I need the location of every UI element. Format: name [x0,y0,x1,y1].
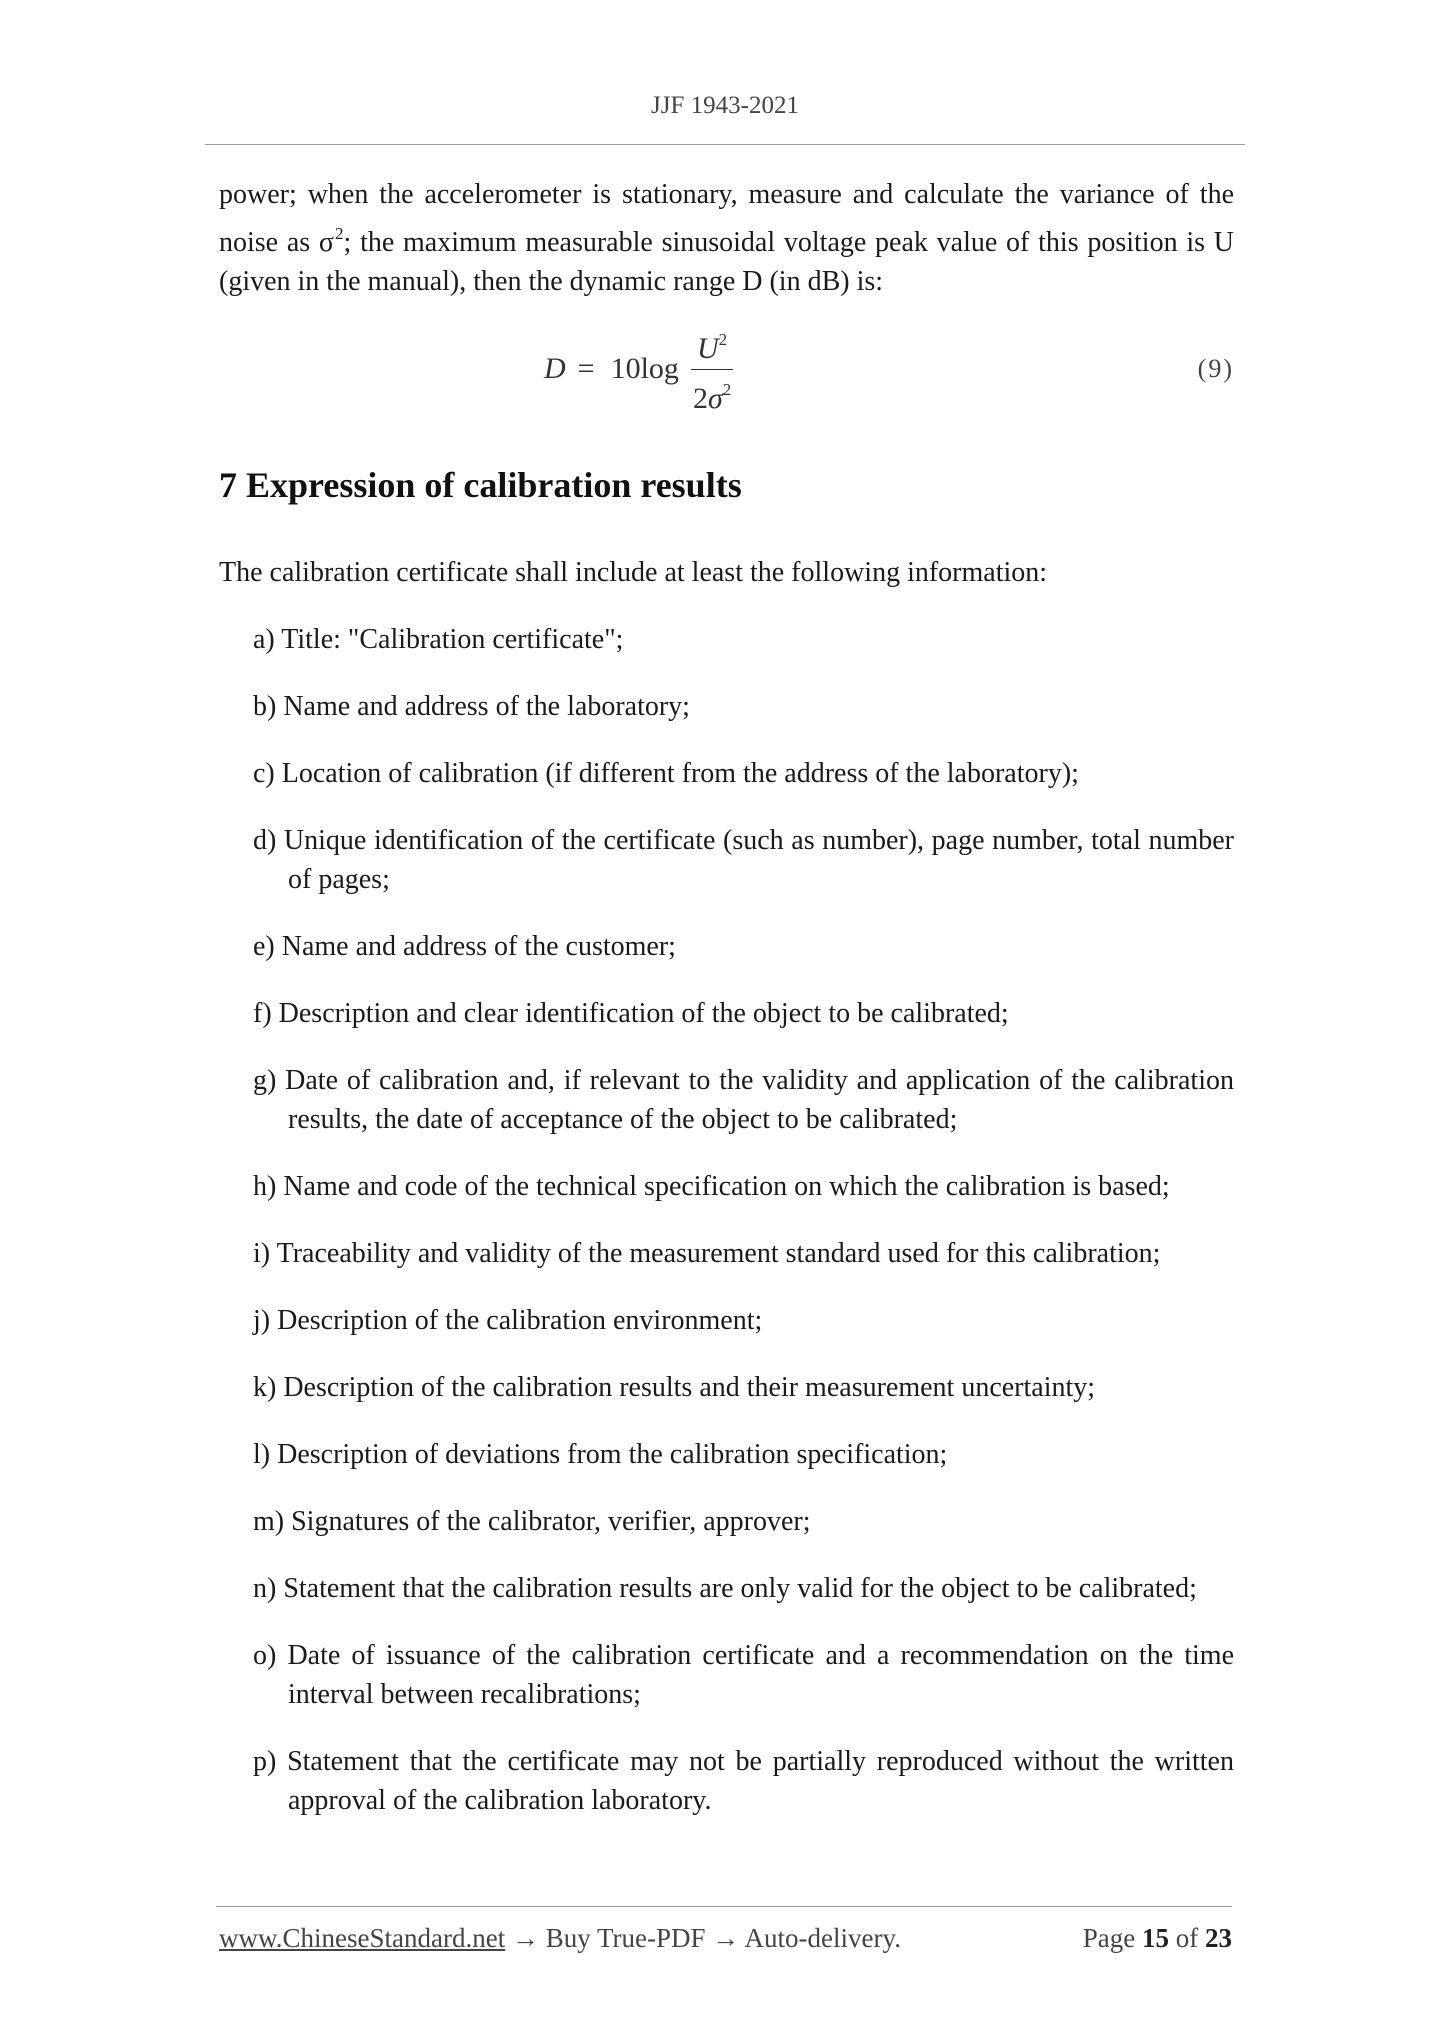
formula-lhs: D [544,352,566,385]
list-item: f) Description and clear identification of the object to be calibrated; [253,998,1009,1029]
list-item: i) Traceability and validity of the measurement standard used for this calibration; [253,1238,1161,1269]
dynamic-range-formula [219,317,1234,421]
numerator-exponent: 2 [718,329,728,349]
formula-fraction [687,324,737,415]
list-item: p) Statement that the certificate may not be partially reproduced without the written approval of the calibration laboratory. [253,1746,1234,1816]
list-item: j) Description of the calibration environment; [253,1305,763,1336]
buy-text: Buy True-PDF [545,1923,706,1953]
list-item: c) Location of calibration (if different from the address of the laboratory); [253,758,1079,789]
list-item: n) Statement that the calibration results are only valid for the object to be calibrated; [253,1573,1197,1604]
certificate-info-list [219,620,1234,1820]
footer-divider [216,1906,1232,1907]
page-indicator [1083,1923,1232,1954]
delivery-text: Auto-delivery. [744,1923,901,1953]
equation-number: (9) [1197,354,1234,383]
header-divider [205,144,1245,145]
page-content [219,175,1234,1848]
list-item: e) Name and address of the customer; [253,931,676,962]
intro-paragraph [219,175,1234,301]
formula-expression [544,317,737,421]
formula-numerator [691,324,733,370]
denominator-exponent: 2 [722,379,732,399]
website-link[interactable]: www.ChineseStandard.net [219,1923,506,1953]
list-item: h) Name and code of the technical specification on which the calibration is based; [253,1171,1170,1202]
page-label: Page [1082,1923,1136,1953]
list-item: b) Name and address of the laboratory; [253,691,690,722]
formula-equals: = [577,352,595,385]
formula-denominator [687,370,737,415]
list-item: a) Title: "Calibration certificate"; [253,624,624,655]
page-total: 23 [1205,1923,1232,1953]
section-intro: The calibration certificate shall include at least the following information: [219,557,1048,588]
list-item: d) Unique identification of the certificate (such as number), page number, total number of pages; [253,825,1234,895]
intro-text-part-2: ; the maximum measurable sinusoidal voltage peak value of this position is U (given in the manual), then the dynamic range D (in dB) is: [219,227,1234,297]
numerator-var: U [697,331,719,365]
list-item: l) Description of deviations from the calibration specification; [253,1439,948,1470]
section-title: 7 Expression of calibration results [219,465,742,505]
sigma-exponent: 2 [335,224,344,243]
list-item: m) Signatures of the calibrator, verifier, approver; [253,1506,811,1537]
page-current: 15 [1142,1923,1169,1953]
arrow-right-icon: → [511,1923,539,1953]
doc-code: JJF 1943-2021 [651,92,799,119]
denominator-var: σ [707,381,723,415]
arrow-right-icon: → [712,1923,740,1953]
page-header [205,92,1245,120]
footer-promo [219,1923,901,1954]
denominator-coef: 2 [692,381,708,415]
list-item: k) Description of the calibration results and their measurement uncertainty; [253,1372,1096,1403]
page-of: of [1175,1923,1199,1953]
intro-text-part-1: power; when the accelerometer is stationary, measure and calculate the variance of the noise as σ [219,179,1234,258]
list-item: g) Date of calibration and, if relevant to the validity and application of the calibration results, the date of acceptance of the object to be calibrated; [253,1065,1234,1135]
page-footer [219,1923,1232,1963]
formula-coefficient: 10log [610,352,679,385]
list-item: o) Date of issuance of the calibration certificate and a recommendation on the time interval between recalibrations; [253,1640,1234,1710]
